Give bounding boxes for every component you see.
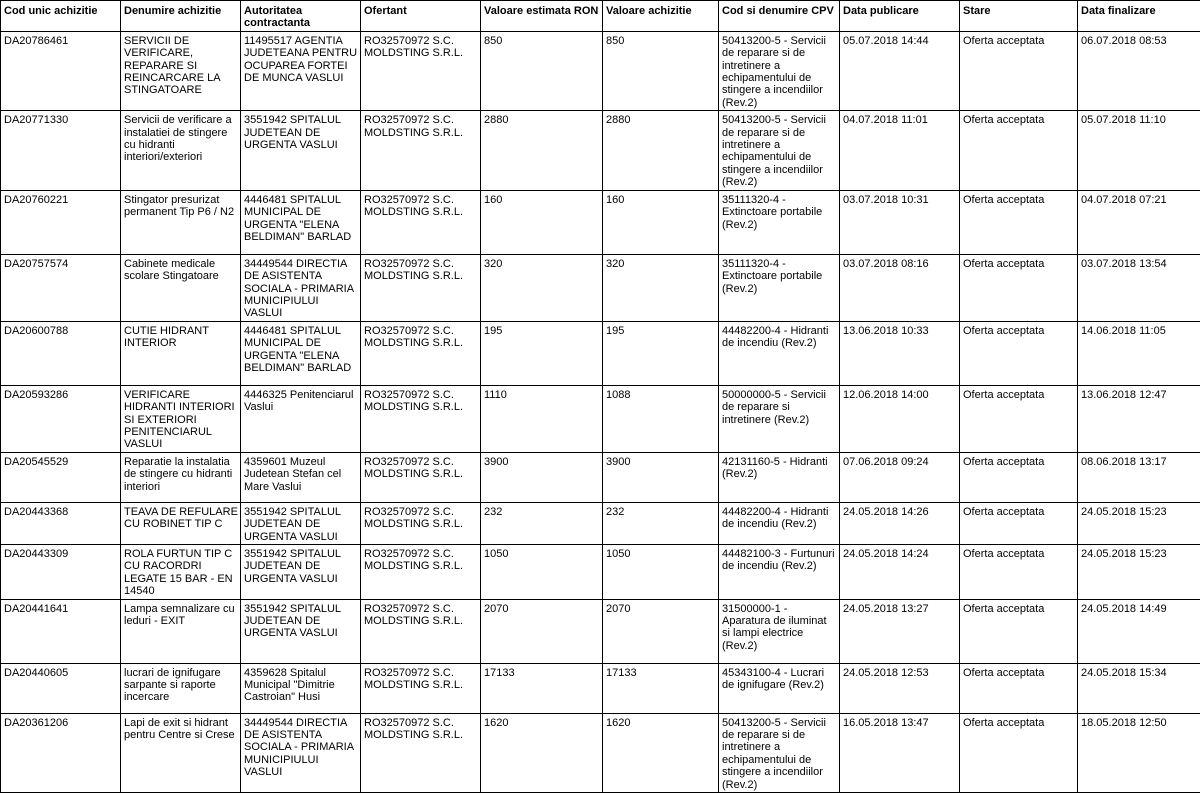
cell-data-finalizare: 24.05.2018 15:34 [1078,663,1200,713]
cell-valoare-achizitie: 2070 [603,599,719,663]
header-row [1,1,1200,32]
table-row [1,31,1200,110]
cell-cod-unic: DA20786461 [1,31,121,110]
cell-data-publicare: 24.05.2018 12:53 [840,663,960,713]
table-row [1,452,1200,502]
cell-valoare-achizitie: 3900 [603,452,719,502]
table-row [1,663,1200,713]
table-row [1,385,1200,452]
cell-ofertant: RO32570972 S.C. MOLDSTING S.R.L. [361,599,481,663]
cell-autoritate: 3551942 SPITALUL JUDETEAN DE URGENTA VASLUI [241,502,361,544]
cell-data-finalizare: 04.07.2018 07:21 [1078,190,1200,254]
cell-autoritate: 34449544 DIRECTIA DE ASISTENTA SOCIALA - PRIMARIA MUNICIPIULUI VASLUI [241,254,361,321]
cell-ofertant: RO32570972 S.C. MOLDSTING S.R.L. [361,111,481,190]
cell-cod-unic: DA20545529 [1,452,121,502]
cell-denumire: Lampa semnalizare cu leduri - EXIT [121,599,241,663]
cell-stare: Oferta acceptata [960,663,1078,713]
cell-valoare-achizitie: 2880 [603,111,719,190]
column-header-cpv: Cod si denumire CPV [719,1,840,32]
cell-data-finalizare: 06.07.2018 08:53 [1078,31,1200,110]
cell-stare: Oferta acceptata [960,599,1078,663]
table-row [1,599,1200,663]
cell-data-finalizare: 13.06.2018 12:47 [1078,385,1200,452]
cell-cod-unic: DA20593286 [1,385,121,452]
column-header-valoare-estimata: Valoare estimata RON [481,1,603,32]
cell-stare: Oferta acceptata [960,502,1078,544]
cell-autoritate: 4446481 SPITALUL MUNICIPAL DE URGENTA "ELENA BELDIMAN" BARLAD [241,321,361,385]
cell-data-finalizare: 03.07.2018 13:54 [1078,254,1200,321]
table-row [1,544,1200,599]
cell-stare: Oferta acceptata [960,385,1078,452]
cell-valoare-estimata: 17133 [481,663,603,713]
cell-valoare-achizitie: 320 [603,254,719,321]
cell-denumire: Servicii de verificare a instalatiei de stingere cu hidranti interiori/exteriori [121,111,241,190]
cell-valoare-estimata: 320 [481,254,603,321]
cell-valoare-estimata: 1110 [481,385,603,452]
cell-denumire: ROLA FURTUN TIP C CU RACORDRI LEGATE 15 BAR - EN 14540 [121,544,241,599]
cell-valoare-achizitie: 17133 [603,663,719,713]
cell-cpv: 44482100-3 - Furtunuri de incendiu (Rev.2) [719,544,840,599]
cell-data-finalizare: 24.05.2018 14:49 [1078,599,1200,663]
cell-autoritate: 4359628 Spitalul Municipal "Dimitrie Castroian" Husi [241,663,361,713]
cell-ofertant: RO32570972 S.C. MOLDSTING S.R.L. [361,544,481,599]
cell-autoritate: 4446481 SPITALUL MUNICIPAL DE URGENTA "ELENA BELDIMAN" BARLAD [241,190,361,254]
cell-data-publicare: 13.06.2018 10:33 [840,321,960,385]
cell-data-finalizare: 24.05.2018 15:23 [1078,502,1200,544]
table-row [1,111,1200,190]
cell-stare: Oferta acceptata [960,713,1078,792]
cell-data-publicare: 04.07.2018 11:01 [840,111,960,190]
cell-valoare-achizitie: 1620 [603,713,719,792]
cell-stare: Oferta acceptata [960,31,1078,110]
cell-valoare-estimata: 160 [481,190,603,254]
cell-data-finalizare: 08.06.2018 13:17 [1078,452,1200,502]
cell-valoare-achizitie: 1050 [603,544,719,599]
cell-valoare-estimata: 850 [481,31,603,110]
cell-data-publicare: 03.07.2018 10:31 [840,190,960,254]
cell-valoare-estimata: 3900 [481,452,603,502]
cell-data-finalizare: 14.06.2018 11:05 [1078,321,1200,385]
cell-cpv: 44482200-4 - Hidranti de incendiu (Rev.2) [719,321,840,385]
table-row [1,713,1200,792]
cell-cpv: 50413200-5 - Servicii de reparare si de intretinere a echipamentului de stingere a incendiilor (Rev.2) [719,713,840,792]
cell-stare: Oferta acceptata [960,544,1078,599]
cell-denumire: VERIFICARE HIDRANTI INTERIORI SI EXTERIORI PENITENCIARUL VASLUI [121,385,241,452]
column-header-autoritate: Autoritatea contractanta [241,1,361,32]
table-row [1,321,1200,385]
cell-ofertant: RO32570972 S.C. MOLDSTING S.R.L. [361,254,481,321]
cell-valoare-achizitie: 160 [603,190,719,254]
cell-cpv: 44482200-4 - Hidranti de incendiu (Rev.2) [719,502,840,544]
cell-denumire: Reparatie la instalatia de stingere cu hidranti interiori [121,452,241,502]
cell-valoare-achizitie: 850 [603,31,719,110]
cell-data-finalizare: 24.05.2018 15:23 [1078,544,1200,599]
cell-cod-unic: DA20771330 [1,111,121,190]
cell-ofertant: RO32570972 S.C. MOLDSTING S.R.L. [361,385,481,452]
cell-cod-unic: DA20441641 [1,599,121,663]
cell-cpv: 50413200-5 - Servicii de reparare si de intretinere a echipamentului de stingere a incendiilor (Rev.2) [719,111,840,190]
cell-cpv: 35111320-4 - Extinctoare portabile (Rev.2) [719,254,840,321]
cell-autoritate: 4446325 Penitenciarul Vaslui [241,385,361,452]
column-header-valoare-achizitie: Valoare achizitie [603,1,719,32]
cell-autoritate: 11495517 AGENTIA JUDETEANA PENTRU OCUPAREA FORTEI DE MUNCA VASLUI [241,31,361,110]
cell-stare: Oferta acceptata [960,321,1078,385]
cell-autoritate: 3551942 SPITALUL JUDETEAN DE URGENTA VASLUI [241,111,361,190]
cell-ofertant: RO32570972 S.C. MOLDSTING S.R.L. [361,452,481,502]
cell-cod-unic: DA20443309 [1,544,121,599]
cell-valoare-estimata: 2070 [481,599,603,663]
cell-ofertant: RO32570972 S.C. MOLDSTING S.R.L. [361,713,481,792]
cell-denumire: SERVICII DE VERIFICARE, REPARARE SI REINCARCARE LA STINGATOARE [121,31,241,110]
column-header-data-publicare: Data publicare [840,1,960,32]
cell-denumire: CUTIE HIDRANT INTERIOR [121,321,241,385]
cell-data-publicare: 12.06.2018 14:00 [840,385,960,452]
cell-data-finalizare: 18.05.2018 12:50 [1078,713,1200,792]
cell-autoritate: 3551942 SPITALUL JUDETEAN DE URGENTA VASLUI [241,544,361,599]
cell-ofertant: RO32570972 S.C. MOLDSTING S.R.L. [361,502,481,544]
cell-stare: Oferta acceptata [960,254,1078,321]
cell-autoritate: 4359601 Muzeul Judetean Stefan cel Mare Vaslui [241,452,361,502]
cell-cpv: 45343100-4 - Lucrari de ignifugare (Rev.2) [719,663,840,713]
cell-valoare-estimata: 2880 [481,111,603,190]
cell-stare: Oferta acceptata [960,111,1078,190]
column-header-denumire: Denumire achizitie [121,1,241,32]
column-header-data-finalizare: Data finalizare [1078,1,1200,32]
cell-cod-unic: DA20440605 [1,663,121,713]
column-header-stare: Stare [960,1,1078,32]
cell-data-publicare: 16.05.2018 13:47 [840,713,960,792]
column-header-ofertant: Ofertant [361,1,481,32]
cell-cod-unic: DA20600788 [1,321,121,385]
cell-data-publicare: 05.07.2018 14:44 [840,31,960,110]
cell-denumire: lucrari de ignifugare sarpante si raporte incercare [121,663,241,713]
cell-valoare-achizitie: 195 [603,321,719,385]
cell-cod-unic: DA20361206 [1,713,121,792]
cell-denumire: Cabinete medicale scolare Stingatoare [121,254,241,321]
cell-valoare-estimata: 1620 [481,713,603,792]
cell-ofertant: RO32570972 S.C. MOLDSTING S.R.L. [361,31,481,110]
cell-stare: Oferta acceptata [960,452,1078,502]
cell-cod-unic: DA20443368 [1,502,121,544]
cell-valoare-estimata: 232 [481,502,603,544]
cell-denumire: TEAVA DE REFULARE CU ROBINET TIP C [121,502,241,544]
table-row [1,190,1200,254]
cell-cod-unic: DA20760221 [1,190,121,254]
cell-valoare-estimata: 195 [481,321,603,385]
cell-cpv: 31500000-1 - Aparatura de iluminat si lampi electrice (Rev.2) [719,599,840,663]
cell-ofertant: RO32570972 S.C. MOLDSTING S.R.L. [361,663,481,713]
cell-valoare-estimata: 1050 [481,544,603,599]
cell-ofertant: RO32570972 S.C. MOLDSTING S.R.L. [361,190,481,254]
cell-valoare-achizitie: 232 [603,502,719,544]
cell-denumire: Stingator presurizat permanent Tip P6 / N2 [121,190,241,254]
cell-cod-unic: DA20757574 [1,254,121,321]
cell-ofertant: RO32570972 S.C. MOLDSTING S.R.L. [361,321,481,385]
cell-data-publicare: 24.05.2018 13:27 [840,599,960,663]
cell-cpv: 50000000-5 - Servicii de reparare si intretinere (Rev.2) [719,385,840,452]
cell-data-finalizare: 05.07.2018 11:10 [1078,111,1200,190]
cell-data-publicare: 03.07.2018 08:16 [840,254,960,321]
column-header-cod-unic: Cod unic achizitie [1,1,121,32]
cell-denumire: Lapi de exit si hidrant pentru Centre si Crese [121,713,241,792]
cell-cpv: 42131160-5 - Hidranti (Rev.2) [719,452,840,502]
cell-valoare-achizitie: 1088 [603,385,719,452]
cell-data-publicare: 07.06.2018 09:24 [840,452,960,502]
cell-data-publicare: 24.05.2018 14:24 [840,544,960,599]
cell-stare: Oferta acceptata [960,190,1078,254]
cell-data-publicare: 24.05.2018 14:26 [840,502,960,544]
cell-cpv: 50413200-5 - Servicii de reparare si de intretinere a echipamentului de stingere a incendiilor (Rev.2) [719,31,840,110]
cell-cpv: 35111320-4 - Extinctoare portabile (Rev.2) [719,190,840,254]
cell-autoritate: 3551942 SPITALUL JUDETEAN DE URGENTA VASLUI [241,599,361,663]
table-row [1,254,1200,321]
table-row [1,502,1200,544]
cell-autoritate: 34449544 DIRECTIA DE ASISTENTA SOCIALA - PRIMARIA MUNICIPIULUI VASLUI [241,713,361,792]
